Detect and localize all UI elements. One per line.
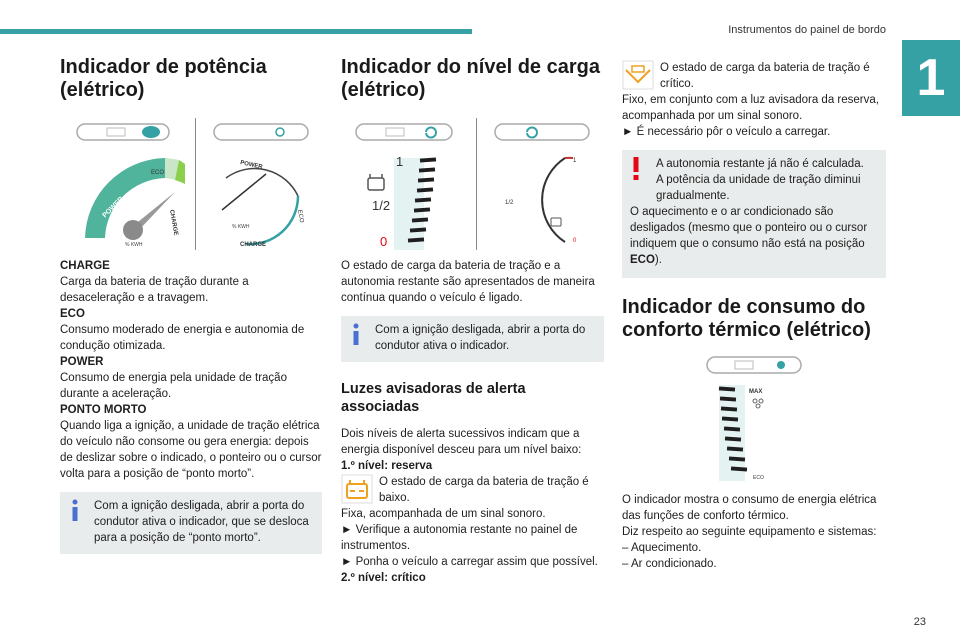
battery-reserve-warning-icon — [341, 474, 373, 504]
charge-gauge-left-empty: 0 — [380, 234, 388, 249]
alert-intro: Dois níveis de alerta sucessivos indicam que a energia disponível desceu para um nível baixo: — [341, 428, 582, 456]
power-gauge-right-eco-label: ECO — [295, 209, 304, 224]
comfort-gauge-figure — [622, 352, 886, 482]
alert-lights-heading: Luzes avisadoras de alerta associadas — [341, 381, 526, 415]
header-accent-bar — [0, 29, 472, 34]
page-number: 23 — [913, 616, 926, 628]
mode-term-eco: ECO — [60, 308, 85, 320]
mode-text-charge: Carga da bateria de tração durante a desaceleração e a travagem. — [60, 276, 249, 304]
figure-divider — [476, 118, 477, 250]
comfort-gauge-illustration — [699, 353, 809, 481]
info-note-col2 — [341, 316, 604, 362]
charge-gauge-left-illustration — [348, 118, 466, 250]
charge-gauge-right-empty: 0 — [573, 238, 577, 244]
battery-critical-warning-icon — [622, 60, 654, 90]
power-gauge-left-illustration — [67, 118, 185, 250]
charge-gauge-left-half: 1/2 — [372, 198, 391, 213]
chapter-number: 1 — [902, 40, 960, 116]
power-gauge-left-eco-label: ECO — [150, 170, 164, 176]
power-modes-list — [60, 258, 322, 482]
figure-divider — [195, 118, 196, 250]
warning-text-3-main: O aquecimento e o ar condicionado são desligados (mesmo que o ponteiro ou o cursor indiquem que o consumo não está na posição — [630, 206, 868, 250]
power-gauge-left-kwh: % KWH — [124, 242, 142, 248]
power-gauge-left-power-label: POWER — [100, 195, 125, 220]
comfort-indicator-heading: Indicador de consumo do conforto térmico (elétrico) — [622, 296, 871, 341]
column-comfort-indicator — [622, 60, 886, 572]
level1-title: 1.º nível: reserva — [341, 460, 433, 472]
power-gauge-right-power-label: POWER — [239, 160, 263, 171]
charge-gauge-figure — [341, 116, 604, 252]
mode-text-eco: Consumo moderado de energia e autonomia de condução otimizada. — [60, 324, 305, 352]
info-note-col1 — [60, 492, 322, 554]
power-gauge-right-illustration — [206, 118, 316, 250]
level1-icon-text: O estado de carga da bateria de tração é baixo. — [379, 476, 589, 504]
charge-indicator-heading: Indicador do nível de carga (elétrico) — [341, 56, 600, 101]
level2-after: Fixo, em conjunto com a luz avisadora da reserva, acompanhada por um sinal sonoro. — [622, 94, 879, 122]
exclamation-warning-icon — [630, 157, 642, 181]
info-note-col1-text: Com a ignição desligada, abrir a porta do condutor ativa o indicador, que se desloca para a posição de “ponto morto”. — [94, 500, 309, 544]
level2-icon-text: O estado de carga da bateria de tração é crítico. — [660, 62, 870, 90]
mode-text-power: Consumo de energia pela unidade de tração durante a aceleração. — [60, 372, 287, 400]
warning-text-1: A autonomia restante já não é calculada. — [656, 158, 864, 170]
comfort-gauge-max: MAX — [749, 389, 763, 395]
charge-intro: O estado de carga da bateria de tração e a autonomia restante são apresentados de maneira contínua quando o veículo é ligado. — [341, 260, 595, 304]
power-gauge-left-charge-label: CHARGE — [167, 209, 178, 236]
page-header-title: Instrumentos do painel de bordo — [728, 24, 886, 36]
info-icon — [68, 499, 82, 521]
power-indicator-heading: Indicador de potência (elétrico) — [60, 56, 267, 101]
charge-gauge-right-illustration — [487, 118, 597, 250]
mode-term-charge: CHARGE — [60, 260, 110, 272]
comfort-list-ac: – Ar condicionado. — [622, 558, 717, 570]
level2-title: 2.º nível: crítico — [341, 572, 426, 584]
warning-eco: ECO — [630, 254, 655, 266]
level1-after: Fixa, acompanhada de um sinal sonoro. — [341, 508, 546, 520]
mode-text-neutral: Quando liga a ignição, a unidade de tração elétrica do veículo não consome ou gera energia: depois de deslizar sobre o indicado, o ponteiro ou o cursor volta para a posição de “ponto morto”. — [60, 420, 322, 480]
level1-bullet-1: ► Verifique a autonomia restante no painel de instrumentos. — [341, 524, 578, 552]
info-icon — [349, 323, 363, 345]
warning-note-col3 — [622, 150, 886, 278]
level2-warning-row — [622, 60, 886, 92]
column-power-indicator — [60, 56, 322, 554]
comfort-intro: O indicador mostra o consumo de energia elétrica das funções de conforto térmico. — [622, 494, 877, 522]
info-note-col2-text: Com a ignição desligada, abrir a porta do condutor ativa o indicador. — [375, 324, 586, 352]
warning-text-2: A potência da unidade de tração diminui gradualmente. — [656, 174, 861, 202]
mode-term-power: POWER — [60, 356, 104, 368]
comfort-list-heating: – Aquecimento. — [622, 542, 702, 554]
level2-bullet: ► É necessário pôr o veículo a carregar. — [622, 126, 831, 138]
level1-warning-row — [341, 474, 604, 506]
warning-text-3 — [630, 204, 878, 268]
power-gauge-figure — [60, 116, 322, 252]
warning-end: ). — [654, 254, 662, 266]
power-gauge-right-charge-label: CHARGE — [239, 242, 266, 248]
power-gauge-right-kwh: % KWH — [231, 224, 249, 230]
comfort-relates: Diz respeito ao seguinte equipamento e sistemas: — [622, 526, 877, 538]
charge-gauge-right-half: 1/2 — [505, 200, 514, 206]
column-charge-indicator — [341, 56, 604, 586]
mode-term-neutral: PONTO MORTO — [60, 404, 147, 416]
comfort-gauge-eco: ECO — [753, 475, 764, 481]
charge-gauge-right-full: 1 — [573, 158, 577, 164]
charge-gauge-left-full: 1 — [396, 154, 404, 169]
level1-bullet-2: ► Ponha o veículo a carregar assim que possível. — [341, 556, 598, 568]
